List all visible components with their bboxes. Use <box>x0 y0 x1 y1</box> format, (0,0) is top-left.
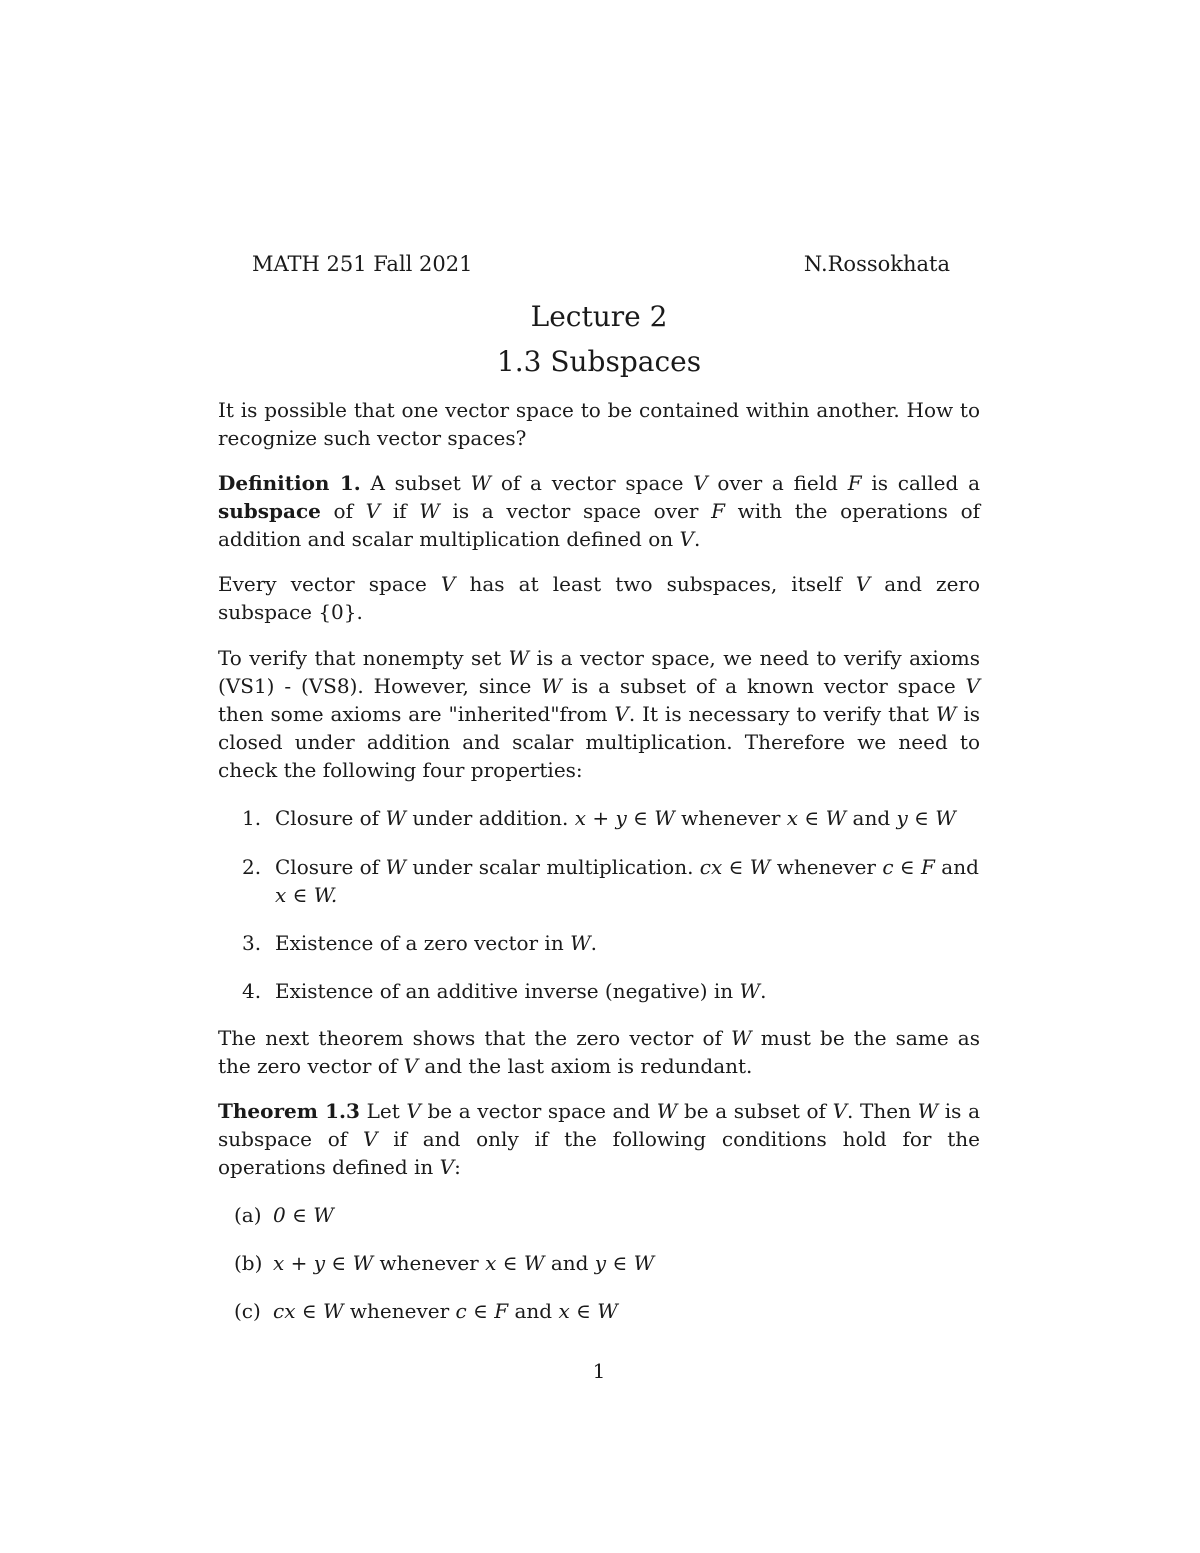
text-run: whenever <box>343 1299 456 1323</box>
list-item-text <box>275 804 980 832</box>
math-symbol: W <box>570 931 591 955</box>
math-expression: c ∈ F <box>455 1299 509 1323</box>
theorem-label: Theorem 1.3 <box>218 1099 360 1123</box>
math-expression: cx ∈ W <box>273 1299 344 1323</box>
text-run: has at least two subspaces, itself <box>455 572 856 596</box>
math-symbol: W <box>508 646 530 670</box>
section-title: 1.3 Subspaces <box>496 345 702 378</box>
math-symbol: W <box>419 499 440 523</box>
math-symbol: V <box>406 1099 421 1123</box>
text-run: A subset <box>360 471 471 495</box>
page-header <box>252 250 950 278</box>
text-run: Closure of <box>275 855 386 879</box>
text-run: Closure of <box>275 806 386 830</box>
math-symbol: W <box>917 1099 939 1123</box>
text-run: under addition. <box>406 806 575 830</box>
math-expression: x + y ∈ W <box>273 1251 374 1275</box>
text-run: Every vector space <box>218 572 441 596</box>
text-run: and <box>846 806 897 830</box>
math-symbol: W <box>470 471 492 495</box>
text-run: . It is necessary to verify that <box>628 702 936 726</box>
text-run: whenever <box>770 855 883 879</box>
math-symbol: V <box>403 1054 419 1078</box>
text-run: is a vector space over <box>439 499 712 523</box>
text-run: whenever <box>674 806 787 830</box>
next-theorem-paragraph <box>218 1024 980 1080</box>
list-number: 1. <box>242 806 262 830</box>
text-run: . <box>760 979 767 1003</box>
intro-paragraph: It is possible that one vector space to be contained within another. How to recognize such vector spaces? <box>218 398 980 450</box>
document-page <box>218 0 980 1553</box>
text-run: is closed under addition and scalar multiplication. Therefore we need to check the following four properties: <box>218 702 980 782</box>
math-symbol: V <box>365 499 381 523</box>
math-symbol: V <box>832 1099 848 1123</box>
math-symbol: V <box>965 674 980 698</box>
math-symbol: V <box>614 702 629 726</box>
course-label: MATH 251 Fall 2021 <box>252 252 473 276</box>
math-symbol: F <box>847 471 862 495</box>
text-run: and <box>508 1299 559 1323</box>
text-run: whenever <box>373 1251 486 1275</box>
math-expression: x ∈ W <box>558 1299 618 1323</box>
text-run: and <box>544 1251 595 1275</box>
lecture-title: Lecture 2 <box>530 300 668 333</box>
math-expression: y ∈ W <box>594 1251 655 1275</box>
list-item-text <box>275 929 980 957</box>
math-symbol: V <box>362 1127 378 1151</box>
text-run: of a vector space <box>491 471 694 495</box>
text-run: if <box>380 499 420 523</box>
text-run: : <box>454 1155 461 1179</box>
math-expression: x ∈ W <box>786 806 847 830</box>
math-expression: cx ∈ W <box>699 855 771 879</box>
text-run: and <box>934 855 979 879</box>
text-run: is a vector space, we need to verify axioms (VS1) - (VS8). However, since <box>218 646 980 698</box>
verify-paragraph <box>218 644 980 784</box>
every-vector-space-paragraph <box>218 570 980 626</box>
math-expression: x ∈ W. <box>275 883 338 907</box>
text-run: then some axioms are "inherited"from <box>218 702 615 726</box>
text-run: . Then <box>847 1099 918 1123</box>
theorem-paragraph <box>218 1097 980 1181</box>
math-symbol: V <box>439 1155 455 1179</box>
text-run: under scalar multiplication. <box>406 855 700 879</box>
text-run: of <box>320 499 366 523</box>
text-run: over a field <box>707 471 848 495</box>
list-item-text <box>275 853 980 909</box>
list-item-text <box>273 1249 980 1277</box>
math-expression: c ∈ F <box>882 855 935 879</box>
math-symbol: V <box>855 572 871 596</box>
author-name: N.Rossokhata <box>803 252 950 276</box>
list-number: 3. <box>242 931 262 955</box>
text-run: must be the same as the zero vector of <box>218 1026 980 1078</box>
text-run: be a subset of <box>677 1099 833 1123</box>
text-run: is called a <box>861 471 980 495</box>
text-run: and zero subspace {0}. <box>218 572 980 624</box>
math-symbol: W <box>385 855 407 879</box>
math-symbol: W <box>739 979 761 1003</box>
math-symbol: W <box>935 702 957 726</box>
math-symbol: V <box>440 572 456 596</box>
text-run: To verify that nonempty set <box>218 646 509 670</box>
math-symbol: W <box>541 674 562 698</box>
math-expression: y ∈ W <box>896 806 956 830</box>
text-run: is a subspace of <box>218 1099 980 1151</box>
math-symbol: W <box>385 806 407 830</box>
list-number: 2. <box>242 855 262 879</box>
math-symbol: W <box>731 1026 752 1050</box>
list-item-text <box>273 1297 980 1325</box>
text-run: is a subset of a known vector space <box>561 674 966 698</box>
list-number: (a) <box>234 1203 262 1227</box>
text-run: . <box>693 527 701 551</box>
list-number: 4. <box>242 979 262 1003</box>
text-run: and the last axiom is redundant. <box>418 1054 753 1078</box>
text-run: with the operations of addition and scalar multiplication defined on <box>218 499 981 551</box>
text-run: be a vector space and <box>420 1099 657 1123</box>
definition-term: subspace <box>218 499 321 523</box>
list-item-text <box>275 977 980 1005</box>
text-run: Existence of an additive inverse (negative) in <box>275 979 740 1003</box>
list-number: (b) <box>234 1251 263 1275</box>
text-run: . <box>590 931 597 955</box>
text-run: if and only if the following conditions hold for the operations defined in <box>218 1127 980 1179</box>
page-number: 1 <box>592 1359 606 1383</box>
math-symbol: V <box>679 527 694 551</box>
list-item-text: 0 ∈ W <box>273 1203 334 1227</box>
list-number: (c) <box>234 1299 261 1323</box>
definition-label: Definition 1. <box>218 471 361 495</box>
text-run: Let <box>359 1099 407 1123</box>
text-run: Existence of a zero vector in <box>275 931 571 955</box>
math-symbol: W <box>656 1099 678 1123</box>
definition-paragraph <box>218 469 980 553</box>
math-symbol: V <box>693 471 708 495</box>
text-run: The next theorem shows that the zero vector of <box>218 1026 732 1050</box>
math-expression: x + y ∈ W <box>574 806 675 830</box>
math-expression: x ∈ W <box>485 1251 545 1275</box>
math-symbol: F <box>711 499 725 523</box>
